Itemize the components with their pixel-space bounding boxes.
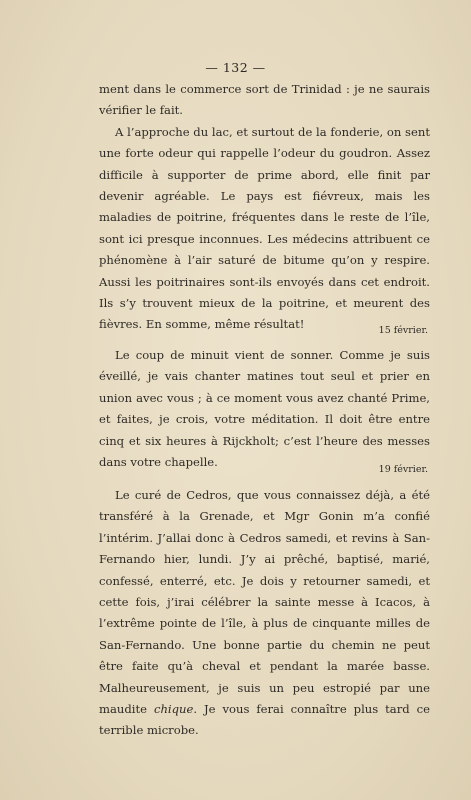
paragraph-lake-description: A l’approche du lac, et surtout de la fonderie, on sent une forte odeur qui rappelle l’odeur du goudron. Assez difficile à supporter de prime abord, elle finit par devenir agréable. Le pays est fiévreux, mais les maladies de poitrine, fréquentes dans le reste de l’île, sont ici presque inconnues. Les médecins attribuent ce phénomène à l’air saturé de bitume qu’on y respire. Aussi les poitrinaires sont-ils envoyés dans cet endroit. Ils s’y trouvent mieux de la poitrine, et meurent des fièvres. En somme, même résultat! (99, 124, 430, 332)
paragraph-cedros (99, 485, 430, 742)
paragraph-continuation: ment dans le commerce sort de Trinidad : je ne saurais vérifier le fait. (99, 82, 430, 118)
paragraph-cedros-text: Le curé de Cedros, que vous connaissez déjà, a été transféré à la Grenade, et Mgr Gonin m’a confié l’intérim. J’allai donc à Cedros samedi, et revins à San-Fernando hier, lundi. J’y ai prêché, baptisé, marié, confessé, enterré, etc. Je dois y retourner samedi, et cette fois, j’irai célébrer la sainte messe à Icacos, à l’extrême pointe de l’île, à plus de cinquante milles de San-Fernando. Une bonne partie du chemin ne peut être faite qu’à cheval et pendant la marée basse. Malheureusement, je suis un peu estropié par une maudite (99, 488, 430, 717)
date-heading-15-fevrier: 15 février. (378, 325, 428, 336)
paragraph-cedros-end: . Je vous ferai connaître plus tard ce terrible microbe. (99, 702, 430, 738)
paragraph-midnight: Le coup de minuit vient de sonner. Comme je suis éveillé, je vais chanter matines tout seul et prier en union avec vous ; à ce moment vous avez chanté Prime, et faites, je crois, votre méditation. Il doit être entre cinq et six heures à Rijckholt; c’est l’heure des messes dans votre chapelle. (99, 348, 430, 470)
text-section-1 (99, 79, 430, 336)
italic-word-chique: chique (153, 702, 194, 717)
text-section-3 (99, 485, 430, 742)
date-heading-19-fevrier: 19 février. (378, 464, 428, 475)
page-number: — 132 — (205, 60, 266, 75)
text-section-2 (99, 345, 430, 473)
